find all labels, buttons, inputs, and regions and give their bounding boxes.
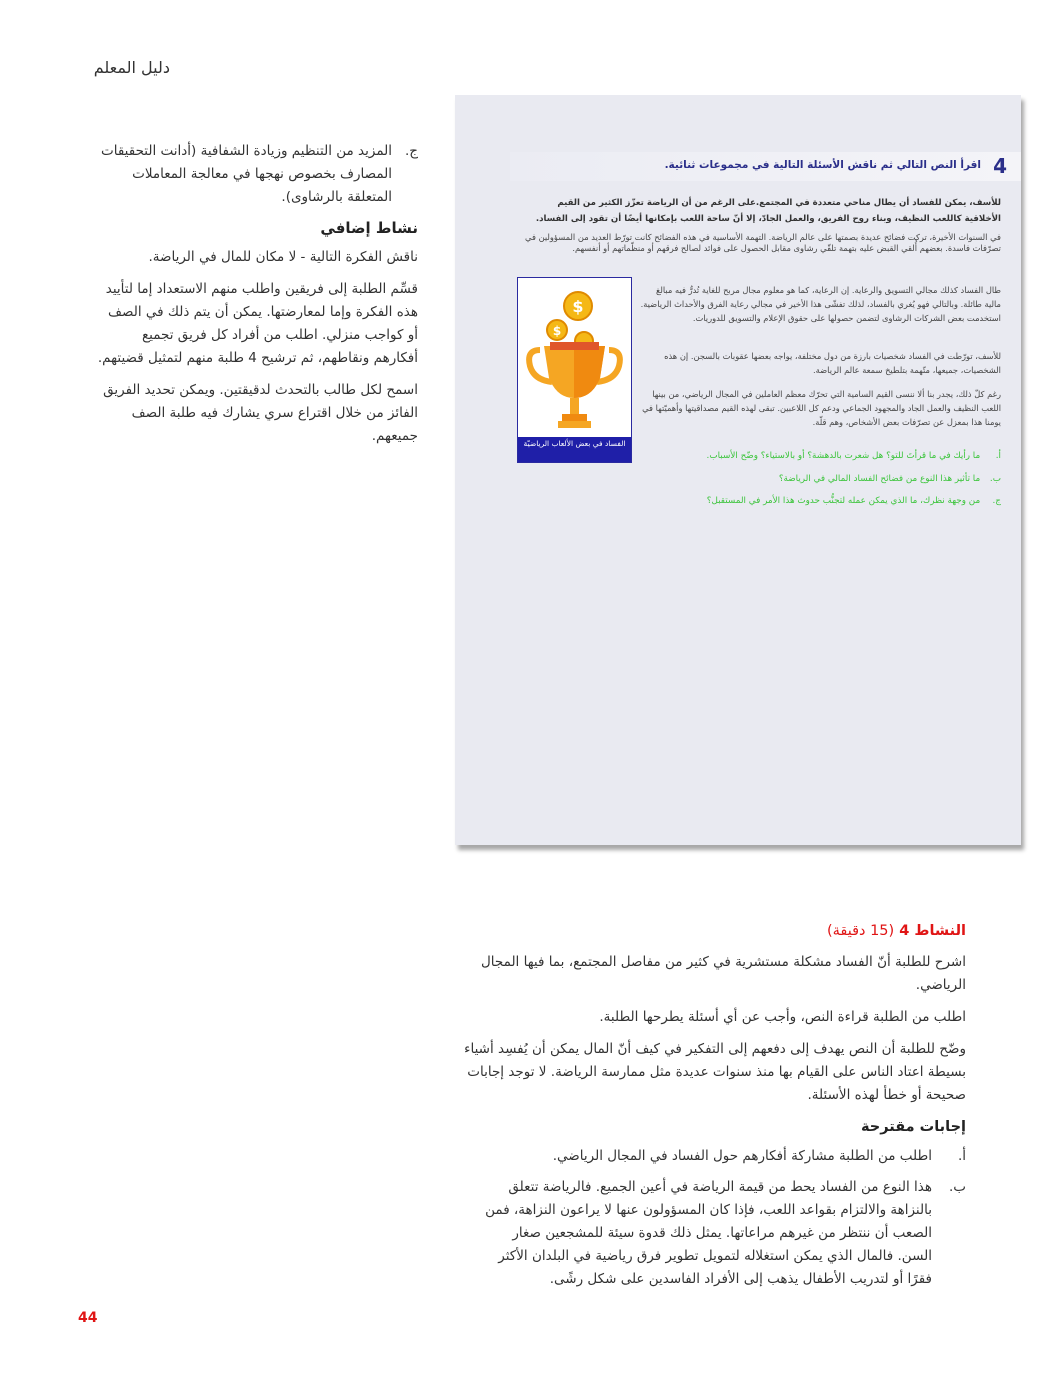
question-number: 4 (993, 154, 1007, 178)
activity-title-text: النشاط 4 (899, 923, 966, 939)
book-question (637, 474, 1001, 484)
answer-text: اطلب من الطلبة مشاركة أفكارهم حول الفساد في المجال الرياضي. (552, 1148, 932, 1164)
question-text: ما تأثير هذا النوع من فضائح الفساد المالي في الرياضة؟ (778, 474, 981, 484)
suggested-answers-heading: إجابات مقترحة (861, 1119, 966, 1135)
extra-activity-paragraph: ناقش الفكرة التالية - لا مكان للمال في الرياضة. (148, 249, 418, 265)
item-letter: ج. (404, 143, 418, 159)
activity-paragraph: اشرح للطلبة أنّ الفساد مشكلة مستشرية في كثير من مفاصل المجتمع، بما فيها المجال الرياضي. (481, 954, 966, 993)
activity-paragraph: وضّح للطلبة أن النص يهدف إلى دفعهم إلى التفكير في كيف أنّ المال يمكن أن يُفسِد أشياء بسيطة اعتاد الناس على القيام بها منذ سنوات عديدة مثل ممارسة الرياضة. لا توجد إجابات صحيحة أو خطأ لهذه الأسئلة. (464, 1041, 966, 1103)
question-text: من وجهة نظرك، ما الذي يمكن عمله لتجنُّب حدوث هذا الأمر في المستقبل؟ (706, 496, 981, 506)
answer-letter: ب. (948, 1179, 966, 1195)
question-instruction: اقرأ النص التالي ثم ناقش الأسئلة التالية في مجموعات ثنائية. (664, 159, 981, 171)
activity-section (455, 920, 966, 1299)
svg-text:$: $ (552, 324, 562, 338)
trophy-illustration (517, 277, 632, 463)
activity-title (455, 920, 966, 943)
coin-icon (547, 320, 567, 340)
answer-item (455, 1176, 966, 1291)
left-column (96, 140, 418, 457)
page-number: 44 (78, 1310, 98, 1326)
question-letter: ج. (992, 496, 1001, 506)
question-banner (510, 152, 1021, 181)
item-text: المزيد من التنظيم وزيادة الشفافية (أدانت التحقيقات المصارف بخصوص نهجها في معالجة المعاملات المتعلقة بالرشاوى). (101, 143, 392, 205)
question-text: ما رأيك في ما قرأتَ للتو؟ هل شعرت بالدهشة؟ أو بالاستياء؟ وضّح الأسباب. (706, 451, 981, 461)
question-letter: ب. (989, 474, 1001, 484)
book-question (637, 451, 1001, 461)
image-caption: الفساد في بعض الألعاب الرياضيّة (518, 437, 631, 462)
book-question (637, 496, 1001, 506)
book-paragraph: طال الفساد كذلك مجالي التسويق والرعاية. إن الرعاية، كما هو معلوم مجال مربح للغاية تُدرُّ فيه مبالغ مالية طائلة. وبالتالي فهو يُغري بالفساد، لذلك تفشّى هذا الأخير في مجالي رعاية الفرق والأحداث الرياضية. استخدمت بعض الشركات الرشاوى لتضمن حصولها على حقوق الإعلام والتسويق للدوريات. (640, 285, 1001, 323)
list-item-c (96, 140, 418, 209)
extra-activity-heading: نشاط إضافي (320, 219, 418, 237)
extra-activity-paragraph: اسمح لكل طالب بالتحدث لدقيقتين. ويمكن تحديد الفريق الفائز من خلال اقتراع سري يشارك فيه طلبة الصف جميعهم. (103, 382, 418, 444)
student-book-page-image (455, 95, 1021, 845)
book-paragraph: في السنوات الأخيرة، تركت فضائح عديدة بصمتها على عالم الرياضة. التهمة الأساسية في هذه الفضائح كانت تورّط العديد من المسؤولين في تصرّفات فاسدة. بعضهم أُلقي القبض عليه بتهمة تلقّي رشاوى مقابل الحصول على فوائد لصالح فرقهم أو منظّماتهم أو أنفسهم. (525, 232, 1001, 253)
coin-icon (564, 292, 592, 320)
extra-activity-paragraph: قسِّم الطلبة إلى فريقين واطلب منهم الاستعداد إما لتأييد هذه الفكرة وإما لمعارضتها. يمكن أن يتم ذلك في الصف أو كواجب منزلي. اطلب من أفراد كل فريق تجميع أفكارهم ونقاطهم، ثم ترشيح 4 طلبة منهم لتمثيل قضيتهم. (97, 281, 418, 366)
page-header-title: دليل المعلم (93, 58, 170, 77)
svg-text:$: $ (572, 297, 584, 316)
book-paragraph: للأسف، تورّطت في الفساد شخصيات بارزة من دول مختلفة، يواجه بعضها عقوبات بالسجن. إن هذه الشخصيات، جميعها، متّهمة بتلطيخ سمعة عالم الرياضة. (664, 351, 1001, 375)
book-intro: للأسف، يمكن للفساد أن يطال مناحي متعددة في المجتمع.على الرغم من أن الرياضة تعزّز الكثير من القيم الأخلاقية كاللعب النظيف، وبناء روح الفريق، والعمل الجادّ، إلا أنّ ساحة اللعب بإمكانها أيضًا أن تقود إلى الفساد. (535, 198, 1001, 224)
book-paragraph: رغم كلّ ذلك، يجدر بنا ألا ننسى القيم السامية التي تحرّك معظم العاملين في المجال الرياضي، من بينها اللعب النظيف والعمل الجاد والمجهود الجماعي ودعم كل اللاعبين. تبقى لهذه القيم مصداقيتها وأهميّتها في يومنا هذا بمعزل عن تصرّفات بعض الأشخاص، وهم قلّة. (642, 389, 1001, 427)
activity-paragraph: اطلب من الطلبة قراءة النص، وأجب عن أي أسئلة يطرحها الطلبة. (599, 1009, 966, 1025)
answer-letter: أ. (957, 1148, 966, 1164)
activity-duration: (15 دقيقة) (826, 923, 895, 939)
answer-item (455, 1145, 966, 1168)
answer-text: هذا النوع من الفساد يحط من قيمة الرياضة في أعين الجميع. فالرياضة تتعلق بالنزاهة والالتزام بقواعد اللعب، فإذا كان المسؤولون عنها لا يراعون النزاهة، فمن الصعب أن ننتظر من غيرهم مراعاتها. يمثل ذلك قدوة سيئة للمشجعين صغار السن. فالمال الذي يمكن استغلاله لتمويل تطوير فرق رياضية في البلدان الأكثر فقرًا أو لتدريب الأطفال يذهب إلى الأفراد الفاسدين على شكل رشًى. (485, 1179, 932, 1287)
question-letter: أ. (995, 451, 1001, 461)
trophy-icon (518, 278, 631, 438)
